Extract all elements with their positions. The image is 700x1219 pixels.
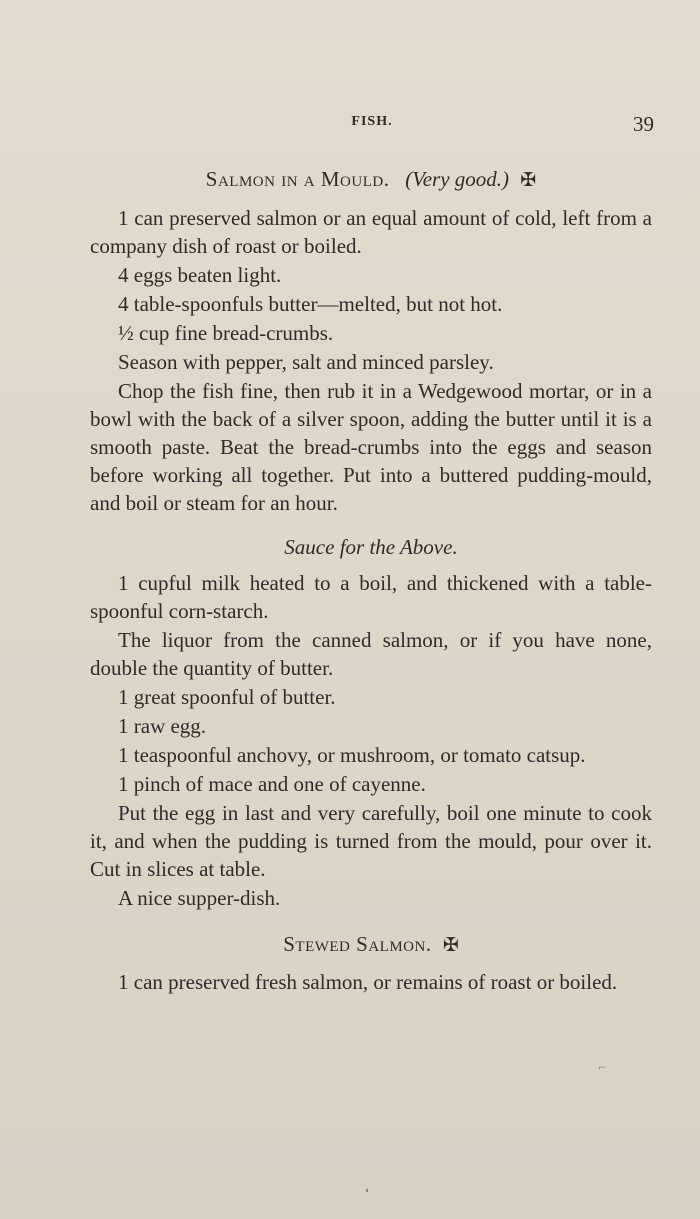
- sauce-paragraph: 1 great spoonful of butter.: [118, 685, 336, 709]
- sauce-paragraph: 1 raw egg.: [118, 714, 207, 738]
- recipe-paragraph: 4 eggs beaten light.: [118, 263, 282, 287]
- running-head: FISH.: [351, 114, 393, 129]
- recipe-title-stewed-salmon: [90, 930, 652, 960]
- recipe-paragraph: 1 can preserved fresh salmon, or remains of roast or boiled.: [118, 970, 618, 994]
- sauce-title: Sauce for the Above.: [284, 535, 458, 559]
- sauce-paragraph: The liquor from the canned salmon, or if you have none, double the quantity of butter.: [90, 628, 652, 680]
- recipe-paragraph: Season with pepper, salt and minced parsley.: [118, 350, 494, 374]
- recipe-paragraph: 4 table-spoonfuls butter—melted, but not hot.: [118, 292, 503, 316]
- sauce-paragraph: Put the egg in last and very carefully, boil one minute to cook it, and when the pudding is turned from the mould, pour over it. Cut in slices at table.: [90, 801, 652, 881]
- recipe-title-note: (Very good.): [405, 167, 510, 191]
- page-mark-icon: ⌐: [598, 1063, 607, 1074]
- recipe-title-salmon-in-a-mould: [90, 164, 652, 196]
- page-speck: [366, 1189, 368, 1192]
- recipe-title-main: Salmon in a Mould.: [205, 167, 390, 191]
- page-header: [90, 112, 654, 142]
- recipe-paragraph: Chop the fish fine, then rub it in a Wedgewood mortar, or in a bowl with the back of a silver spoon, adding the butter until it is a smooth paste. Beat the bread-crumbs into the eggs and season before working all together. Put into a buttered pudding-mould, and boil or steam for an hour.: [90, 379, 652, 515]
- cross-symbol-icon: ✠: [442, 935, 459, 956]
- page-content: [90, 164, 652, 997]
- sauce-paragraph: 1 teaspoonful anchovy, or mushroom, or tomato catsup.: [118, 743, 586, 767]
- sauce-paragraph: 1 pinch of mace and one of cayenne.: [118, 772, 426, 796]
- stewed-title-text: Stewed Salmon.: [283, 932, 432, 956]
- recipe-paragraph: 1 can preserved salmon or an equal amount of cold, left from a company dish of roast or boiled.: [90, 206, 652, 258]
- sauce-paragraph: 1 cupful milk heated to a boil, and thickened with a table-spoonful corn-starch.: [90, 571, 652, 623]
- page-number: 39: [633, 112, 654, 136]
- cross-symbol-icon: ✠: [520, 170, 537, 191]
- sauce-paragraph: A nice supper-dish.: [118, 886, 281, 910]
- recipe-paragraph: ½ cup fine bread-crumbs.: [118, 321, 334, 345]
